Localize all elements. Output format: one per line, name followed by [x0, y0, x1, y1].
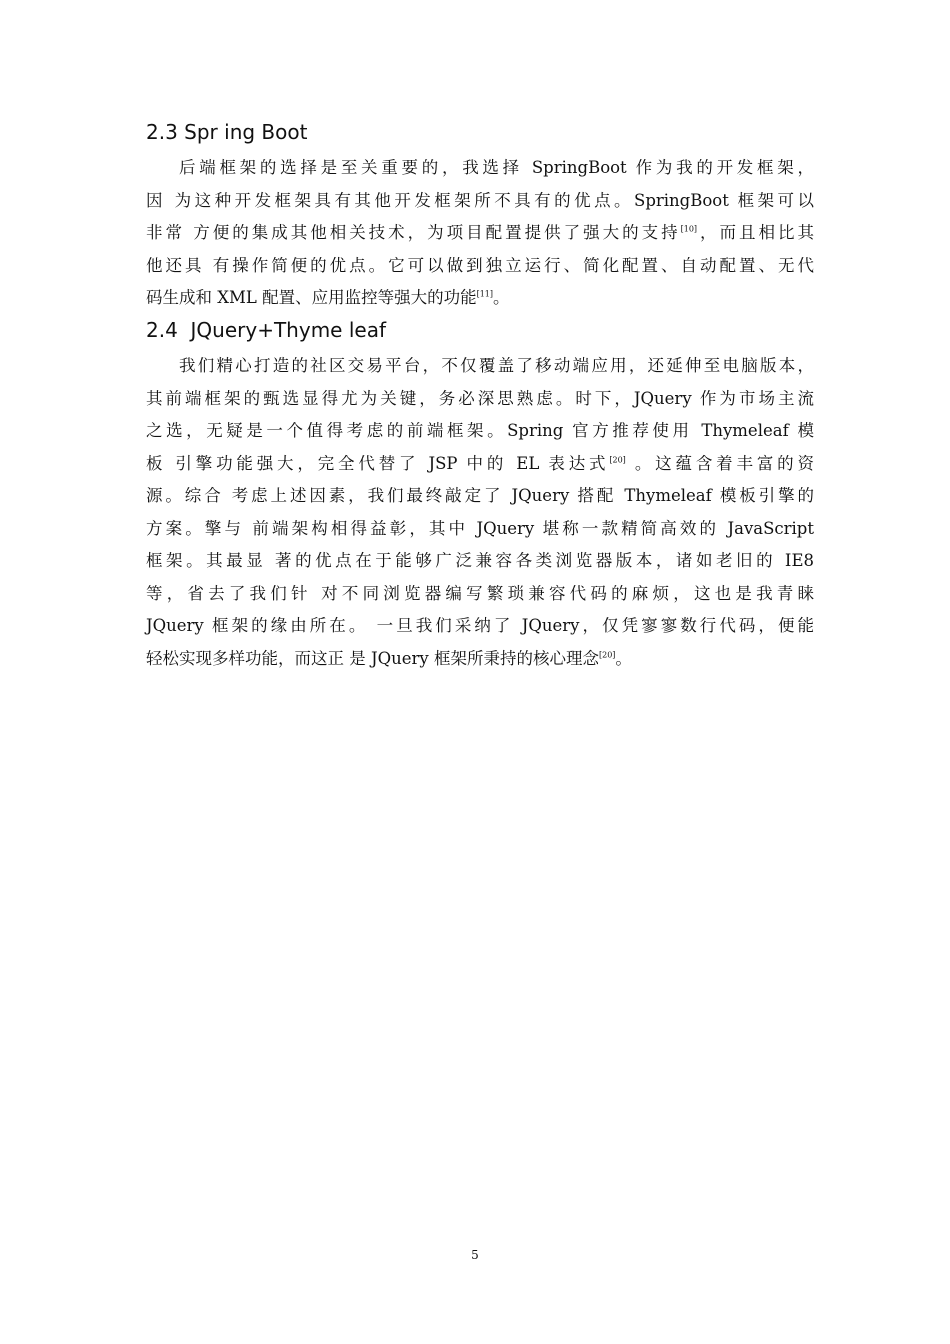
text-segment: 。	[493, 288, 510, 307]
text-line: 他还具 有操作简便的优点。它可以做到独立运行、简化配置、自动配置、无代	[146, 255, 814, 275]
text-line: 因 为这种开发框架具有其他开发框架所不具有的优点。SpringBoot 框架可以	[146, 190, 814, 210]
section-heading-2-4: 2.4 JQuery+Thyme leaf	[146, 318, 386, 342]
citation-ref: [20]	[598, 650, 616, 659]
text-line	[146, 448, 814, 481]
text-line: 源。综合 考虑上述因素，我们最终敲定了 JQuery 搭配 Thymeleaf 模板引擎的	[146, 486, 814, 505]
text-line: 等，省去了我们针 对不同浏览器编写繁琐兼容代码的麻烦，这也是我青睐	[146, 583, 814, 603]
page-number: 5	[471, 1248, 479, 1262]
text-segment: ，而且相比其	[697, 223, 815, 242]
section-heading-2-3: 2.3 Spr ing Boot	[146, 120, 308, 144]
text-line: 后端框架的选择是至关重要的，我选择 SpringBoot 作为我的开发框架，	[179, 158, 814, 177]
citation-ref: [10]	[680, 224, 698, 234]
text-line: JQuery 框架的缘由所在。 一旦我们采纳了 JQuery，仅凭寥寥数行代码，便能	[146, 616, 814, 635]
text-line	[146, 282, 814, 315]
paragraph-springboot	[146, 152, 814, 315]
text-line: 方案。擎与 前端架构相得益彰，其中 JQuery 堪称一款精简高效的 JavaScript	[146, 518, 814, 538]
text-segment: 。	[615, 648, 632, 668]
text-segment: 轻松实现多样功能，而这正 是 JQuery 框架所秉持的核心理念	[146, 648, 599, 668]
text-line: 之选，无疑是一个值得考虑的前端框架。Spring 官方推荐使用 Thymeleaf 模	[146, 421, 814, 440]
citation-ref: [20]	[609, 455, 626, 464]
text-line: 其前端框架的甄选显得尤为关键，务必深思熟虑。时下，JQuery 作为市场主流	[146, 388, 814, 408]
text-segment: 非常 方便的集成其他相关技术，为项目配置提供了强大的支持	[146, 223, 681, 242]
text-segment: 码生成和 XML 配置、应用监控等强大的功能	[146, 288, 477, 307]
text-line	[146, 643, 814, 676]
text-segment: 板 引擎功能强大，完全代替了 JSP 中的 EL 表达式	[146, 453, 610, 473]
text-line: 我们精心打造的社区交易平台，不仅覆盖了移动端应用，还延伸至电脑版本，	[179, 356, 814, 375]
citation-ref: [11]	[476, 289, 494, 299]
paragraph-jquery-thymeleaf	[146, 350, 814, 675]
text-line	[146, 217, 814, 250]
text-line: 框架。其最显 著的优点在于能够广泛兼容各类浏览器版本，诸如老旧的 IE8	[146, 551, 814, 570]
text-segment: 。这蕴含着丰富的资	[625, 453, 815, 473]
